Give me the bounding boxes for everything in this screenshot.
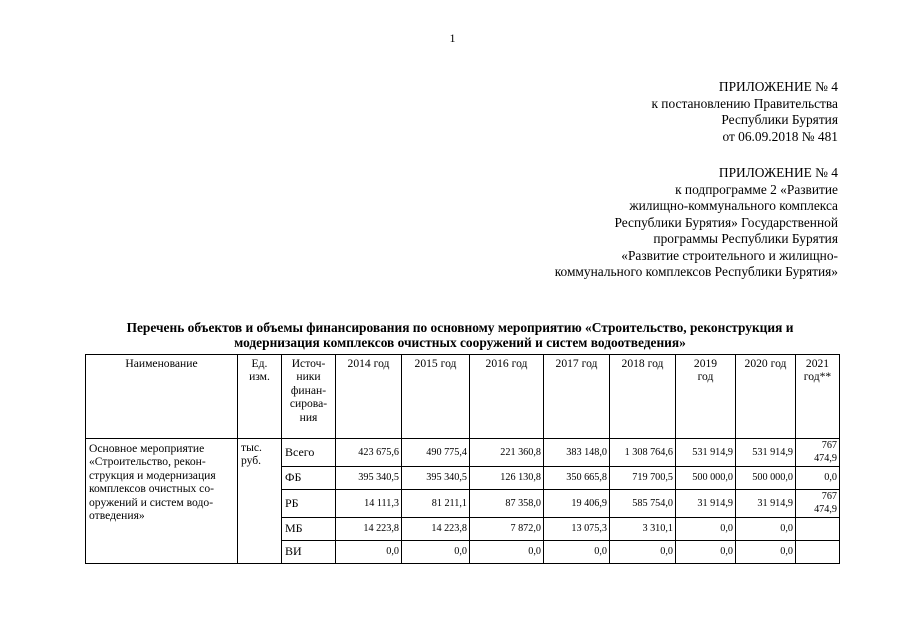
header-year: 2016 год <box>470 355 544 439</box>
appendix-subprogram <box>555 165 838 281</box>
value-cell: 0,0 <box>336 540 402 563</box>
header-year: 2021 год** <box>796 355 840 439</box>
value-cell: 0,0 <box>736 540 796 563</box>
source-cell: Всего <box>282 439 336 467</box>
header-row <box>86 355 840 439</box>
value-cell: 0,0 <box>676 540 736 563</box>
value-cell: 531 914,9 <box>736 439 796 467</box>
value-cell: 500 000,0 <box>676 466 736 489</box>
header-year: 2017 год <box>544 355 610 439</box>
value-cell: 767 474,9 <box>796 489 840 517</box>
header-year: 2019 год <box>676 355 736 439</box>
source-cell: ФБ <box>282 466 336 489</box>
value-cell: 395 340,5 <box>336 466 402 489</box>
value-cell: 1 308 764,6 <box>610 439 676 467</box>
value-cell: 0,0 <box>402 540 470 563</box>
appendix-line: программы Республики Бурятия <box>653 231 838 246</box>
appendix-line: коммунального комплексов Республики Бурятия» <box>554 264 838 279</box>
value-cell: 3 310,1 <box>610 517 676 540</box>
value-cell: 423 675,6 <box>336 439 402 467</box>
appendix-line: от 06.09.2018 № 481 <box>722 128 838 144</box>
financing-table <box>85 354 840 564</box>
item-name-cell: Основное мероприятие «Строительство, рекон- струкция и модернизация комплексов очистных со- оружений и систем водо- отведения» <box>86 439 238 564</box>
appendix-line: Республики Бурятия» Государственной <box>614 214 838 230</box>
value-cell: 350 665,8 <box>544 466 610 489</box>
table-row <box>86 439 840 467</box>
header-source: Источ- ники финан- сирова- ния <box>282 355 336 439</box>
value-cell: 87 358,0 <box>470 489 544 517</box>
source-cell: МБ <box>282 517 336 540</box>
value-cell: 14 223,8 <box>336 517 402 540</box>
appendix-line: ПРИЛОЖЕНИЕ № 4 <box>718 165 838 180</box>
value-cell: 14 223,8 <box>402 517 470 540</box>
value-cell <box>796 540 840 563</box>
header-year: 2020 год <box>736 355 796 439</box>
value-cell: 0,0 <box>736 517 796 540</box>
appendix-line: Республики Бурятия <box>721 112 838 127</box>
title-line: модернизация комплексов очистных сооружений и систем водоотведения» <box>234 335 686 350</box>
appendix-line: к постановлению Правительства <box>651 95 838 111</box>
appendix-line: жилищно-коммунального комплекса <box>629 198 838 213</box>
appendix-line: ПРИЛОЖЕНИЕ № 4 <box>718 79 838 94</box>
appendix-resolution <box>651 79 838 145</box>
value-cell: 221 360,8 <box>470 439 544 467</box>
value-cell: 0,0 <box>544 540 610 563</box>
value-cell: 126 130,8 <box>470 466 544 489</box>
value-cell <box>796 517 840 540</box>
value-cell: 490 775,4 <box>402 439 470 467</box>
appendix-line: «Развитие строительного и жилищно- <box>621 247 838 263</box>
value-cell: 31 914,9 <box>676 489 736 517</box>
value-cell: 531 914,9 <box>676 439 736 467</box>
unit-cell: тыс. руб. <box>238 439 282 564</box>
source-cell: ВИ <box>282 540 336 563</box>
value-cell: 0,0 <box>796 466 840 489</box>
value-cell: 13 075,3 <box>544 517 610 540</box>
document-title <box>80 320 840 350</box>
value-cell: 500 000,0 <box>736 466 796 489</box>
value-cell: 767 474,9 <box>796 439 840 467</box>
value-cell: 19 406,9 <box>544 489 610 517</box>
header-year: 2018 год <box>610 355 676 439</box>
value-cell: 383 148,0 <box>544 439 610 467</box>
value-cell: 719 700,5 <box>610 466 676 489</box>
value-cell: 81 211,1 <box>402 489 470 517</box>
value-cell: 31 914,9 <box>736 489 796 517</box>
header-year: 2014 год <box>336 355 402 439</box>
value-cell: 0,0 <box>676 517 736 540</box>
header-name: Наименование <box>86 355 238 439</box>
value-cell: 585 754,0 <box>610 489 676 517</box>
value-cell: 14 111,3 <box>336 489 402 517</box>
value-cell: 0,0 <box>610 540 676 563</box>
page-number: 1 <box>449 31 456 45</box>
value-cell: 0,0 <box>470 540 544 563</box>
value-cell: 395 340,5 <box>402 466 470 489</box>
title-line: Перечень объектов и объемы финансирования по основному мероприятию «Строительство, реконструкция и <box>126 320 794 335</box>
header-unit: Ед. изм. <box>238 355 282 439</box>
source-cell: РБ <box>282 489 336 517</box>
appendix-line: к подпрограмме 2 «Развитие <box>675 181 838 197</box>
header-year: 2015 год <box>402 355 470 439</box>
value-cell: 7 872,0 <box>470 517 544 540</box>
